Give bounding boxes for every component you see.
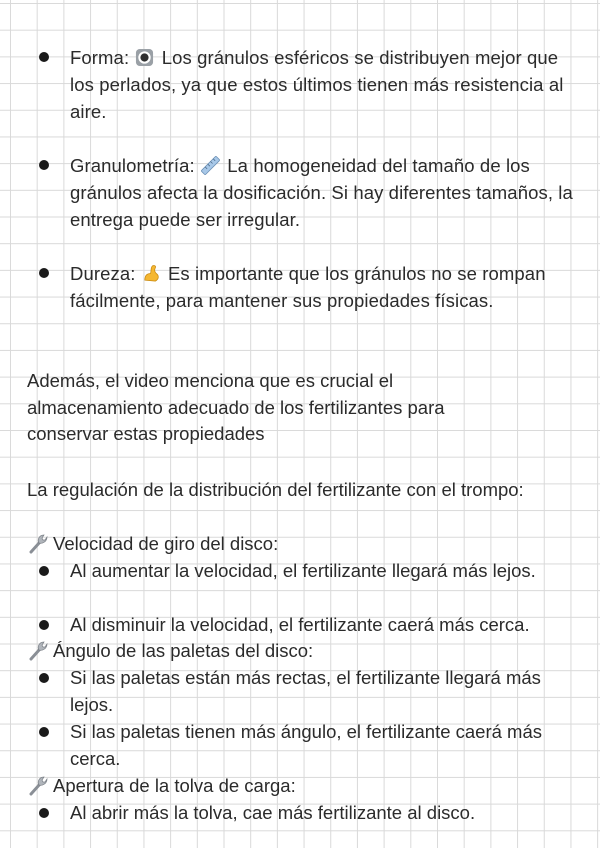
bullet-text: Los gránulos esféricos se distribuyen mejor que los perlados, ya que estos últimos tienen más resistencia al aire. [70, 47, 564, 122]
bullet-label: Forma: [70, 47, 130, 68]
bullet-dot [39, 566, 49, 576]
wrench-icon [27, 774, 49, 796]
bullet-text: Es importante que los gránulos no se rompan fácilmente, para mantener sus propiedades físicas. [70, 263, 546, 311]
section-heading-velocidad [27, 530, 278, 557]
list-item: Si las paletas están más rectas, el fertilizante llegará más lejos. [70, 667, 541, 715]
bullet-dot [39, 673, 49, 683]
bullet-dot [39, 727, 49, 737]
flexed-biceps-icon [142, 264, 161, 283]
bullet-dot [39, 808, 49, 818]
paragraph-regulacion: La regulación de la distribución del fertilizante con el trompo: [27, 479, 524, 500]
bullet-label: Granulometría: [70, 155, 195, 176]
list-item: Al aumentar la velocidad, el fertilizante llegará más lejos. [70, 560, 536, 581]
list-item-granulometria [70, 152, 575, 233]
section-heading-text: Velocidad de giro del disco: [53, 533, 279, 554]
section-heading-apertura [27, 772, 296, 799]
section-heading-text: Ángulo de las paletas del disco: [53, 640, 314, 661]
list-item: Al disminuir la velocidad, el fertilizante caerá más cerca. [70, 614, 530, 635]
list-item-forma [70, 44, 570, 125]
bullet-text: La homogeneidad del tamaño de los gránulos afecta la dosificación. Si hay diferentes tamaños, la entrega puede ser irregular. [70, 155, 573, 230]
list-item-dureza [70, 260, 550, 314]
section-heading-angulo [27, 637, 313, 664]
ruler-icon [201, 156, 220, 175]
bullet-label: Dureza: [70, 263, 136, 284]
bullet-dot [39, 268, 49, 278]
paragraph-almacenamiento: Además, el video menciona que es crucial el almacenamiento adecuado de los fertilizantes para conservar estas propiedades [27, 370, 445, 444]
wrench-icon [27, 532, 49, 554]
wrench-icon [27, 639, 49, 661]
record-button-icon [135, 48, 154, 67]
section-heading-text: Apertura de la tolva de carga: [53, 775, 296, 796]
list-item: Si las paletas tienen más ángulo, el fertilizante caerá más cerca. [70, 721, 543, 769]
bullet-dot [39, 160, 49, 170]
bullet-dot [39, 52, 49, 62]
list-item: Al abrir más la tolva, cae más fertilizante al disco. [70, 802, 476, 823]
bullet-dot [39, 620, 49, 630]
